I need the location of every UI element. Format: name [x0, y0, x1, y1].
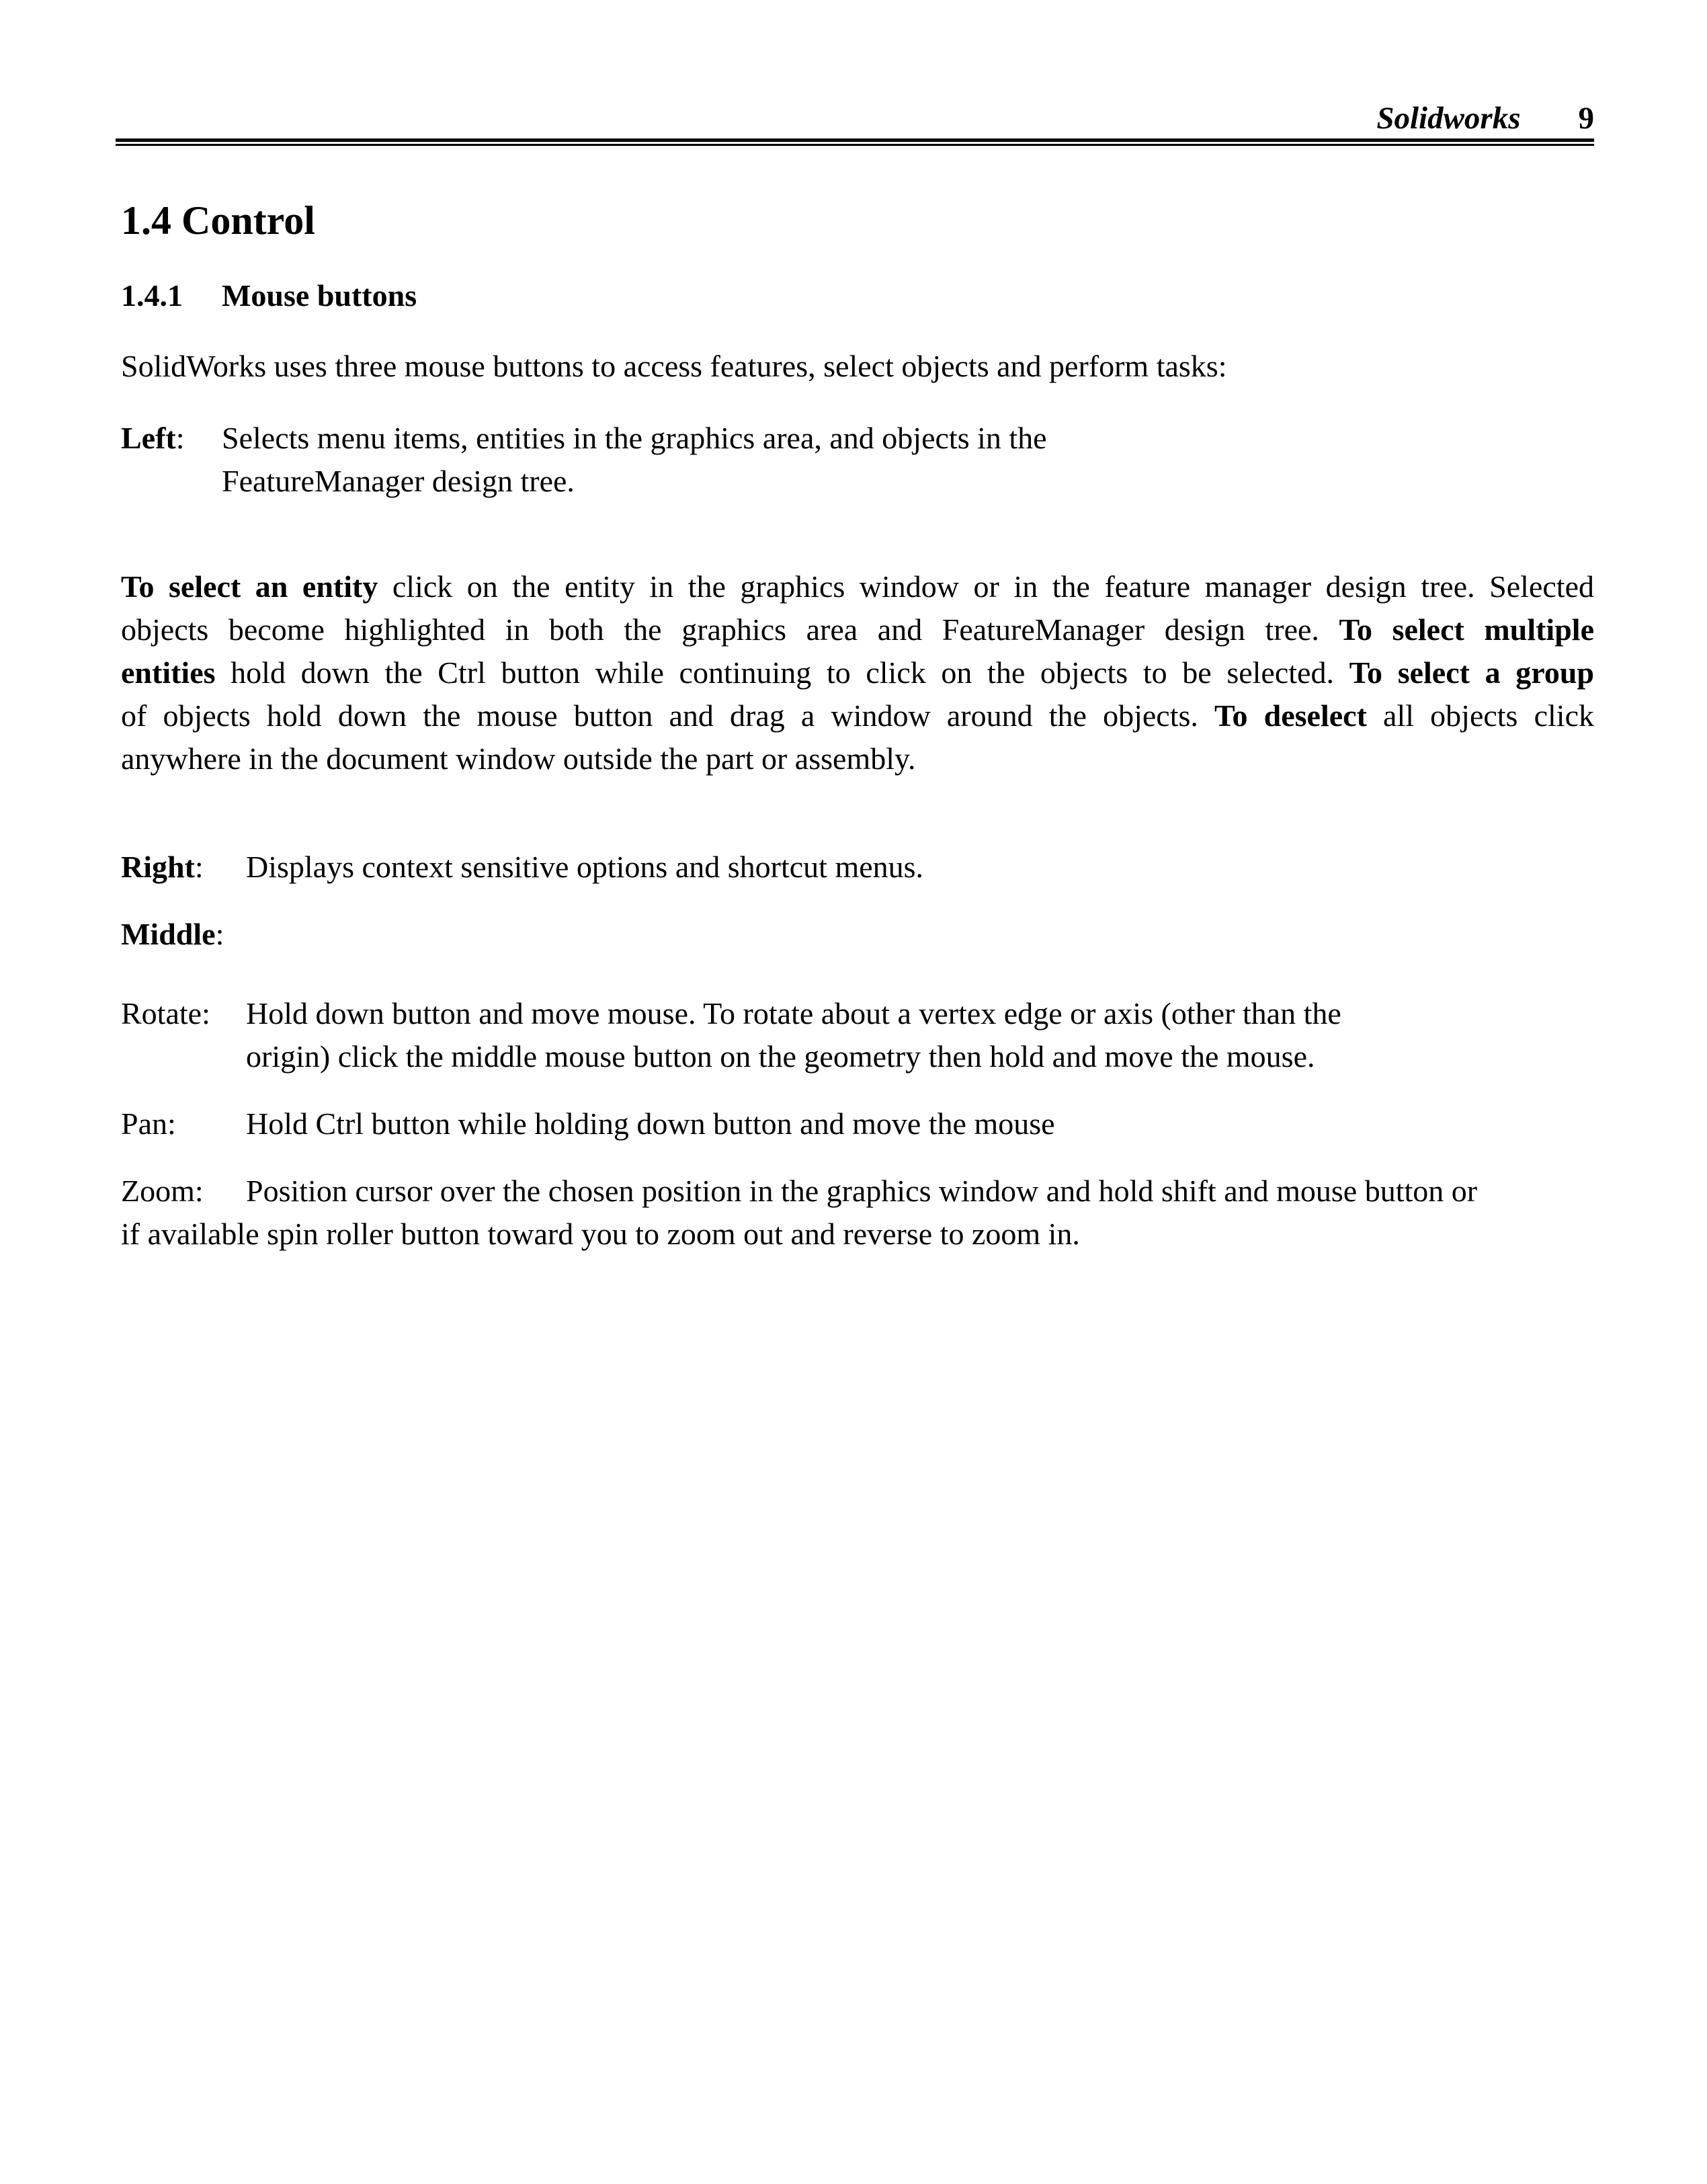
zoom-description-line2: if available spin roller button toward you to zoom out and reverse to zoom in. [121, 1217, 1080, 1251]
section-heading: 1.4 Control [121, 198, 315, 243]
page-header [121, 101, 1594, 136]
subsection-title: Mouse buttons [222, 278, 417, 313]
mouse-middle-entry [121, 913, 1594, 956]
pan-entry [121, 1102, 1594, 1145]
zoom-entry [121, 1170, 1594, 1256]
header-page-number: 9 [1578, 101, 1594, 136]
selection-paragraph [121, 565, 1594, 780]
paragraph-line: anywhere in the document window outside the part or assembly. [121, 741, 916, 776]
mouse-left-description: Selects menu items, entities in the graphics area, and objects in the FeatureManager design tree. [222, 421, 1047, 498]
rotate-entry [121, 992, 1594, 1078]
paragraph-line: entities hold down the Ctrl button while continuing to click on the objects to be selected. To select a group [121, 655, 1594, 690]
intro-text: SolidWorks uses three mouse buttons to access features, select objects and perform tasks: [121, 349, 1227, 383]
mouse-right-entry [121, 846, 1594, 889]
paragraph-line: To select an entity click on the entity in the graphics window or in the feature manager design tree. Selected [121, 569, 1594, 604]
subsection-number: 1.4.1 [121, 278, 183, 313]
mouse-left-label: Left: [121, 421, 185, 455]
zoom-label: Zoom: [121, 1174, 204, 1208]
header-rule [116, 138, 1594, 146]
mouse-left-entry [121, 417, 1594, 503]
pan-description: Hold Ctrl button while holding down button and move the mouse [246, 1106, 1055, 1141]
paragraph-line: objects become highlighted in both the graphics area and FeatureManager design tree. To select multiple [121, 612, 1594, 647]
rotate-label: Rotate: [121, 996, 210, 1030]
mouse-middle-label: Middle: [121, 917, 224, 951]
mouse-right-label: Right: [121, 850, 204, 884]
subsection-heading [121, 274, 1594, 317]
rotate-description: Hold down button and move mouse. To rotate about a vertex edge or axis (other than the origin) click the middle mouse button on the geometry then hold and move the mouse. [246, 996, 1341, 1074]
zoom-description-line1: Position cursor over the chosen position in the graphics window and hold shift and mouse button or [246, 1174, 1478, 1208]
pan-label: Pan: [121, 1106, 176, 1141]
mouse-right-description: Displays context sensitive options and shortcut menus. [246, 850, 924, 884]
paragraph-line: of objects hold down the mouse button and drag a window around the objects. To deselect all objects click [121, 698, 1594, 733]
header-book-title: Solidworks [1376, 101, 1521, 136]
